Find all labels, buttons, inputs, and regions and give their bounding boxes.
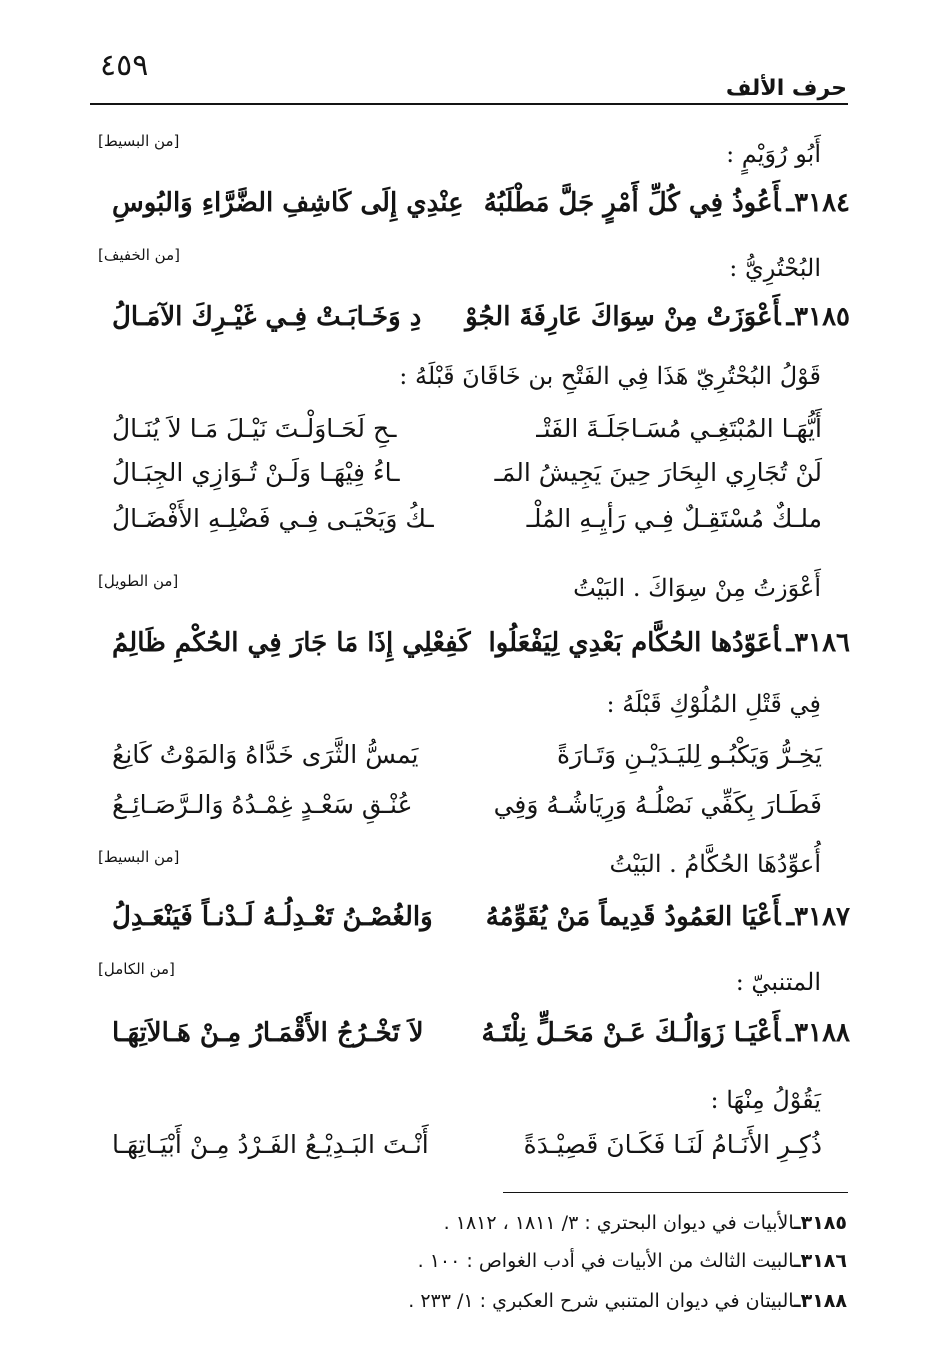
verse-number: ٣١٨٧ـ xyxy=(786,902,850,932)
poet-attribution: البُحْتُرِيُّ : xyxy=(729,254,821,282)
poet-attribution: أَبُو رُوَيْمٍ : xyxy=(726,140,821,168)
footnote xyxy=(444,1212,847,1234)
running-title: حرف الألف xyxy=(725,76,847,101)
context-intro: قَوْلُ البُحْتُرِيّ هَذَا فِي الفَتْحِ بن خَاقَانَ قَبْلَهُ : xyxy=(399,362,821,390)
page-number: ٤٥٩ xyxy=(100,48,149,83)
hemistich-first: ٣١٨٦ـأعَوّدُها الحُكَّام بَعْدِي لِيَفْعَلُوا xyxy=(488,628,850,658)
verse-3184 xyxy=(92,188,850,228)
verse-3186 xyxy=(92,628,850,668)
verse-number: ٣١٨٥ـ xyxy=(786,302,850,332)
footnote xyxy=(418,1250,847,1272)
context-verse: ذُكِـرِ الأَنَـامُ لَنَـا فَكَـانَ قَصِيْـدَةً أَنْـتَ البَـدِيْـعُ الفَـرْدُ مِـنْ أَبْيَـاتِهَـا xyxy=(112,1130,822,1159)
context-verse: أَيُّهَـا المُبْتَغِـي مُسَـاجَلَـةَ الفَتْـ ـحِ لَحَـاوَلْـتَ نَيْـلَ مَـا لاَ يُنَـالُ xyxy=(112,414,822,443)
verse-number: ٣١٨٤ـ xyxy=(786,188,850,218)
hemistich-second: كَفِعْلِي إِذَا مَا جَارَ فِي الحُكْمِ ظَالِمُ xyxy=(112,628,471,658)
meter-label: [من الكامل] xyxy=(98,960,175,978)
context-verse: ملـكٌ مُسْتَقِـلٌ فِـي رَأيِـهِ المُلْـ ـكُ وَيَحْيَـى فِـي فَضْلِـهِ الأَفْضَـالُ xyxy=(112,504,822,533)
verse-3185 xyxy=(92,302,850,342)
context-verse: لَنْ تُجَارِي البِحَارَ حِينَ يَجِيشُ المَـ ـاءُ فِيْهَـا وَلَـنْ تُـوَازِي الجِبَـالُ xyxy=(112,458,822,487)
hemistich-second: دِ وَخَـابَـتْ فِـي غَيْـرِكَ الآمَـالُ xyxy=(112,302,422,332)
footnote-rule xyxy=(503,1192,848,1193)
verse-3188 xyxy=(92,1018,850,1058)
hemistich-second: لاَ تَخْـرُجُ الأَقْمَـارُ مِـنْ هَـالاَتِهَـا xyxy=(112,1018,424,1048)
footnote-text: البيت الثالث من الأبيات في أدب الغواص : ١٠٠ . xyxy=(417,1250,795,1272)
hemistich-first: ٣١٨٧ـأَعْيَا العَمُودُ قَدِيماً مَنْ يُقَوِّمُهُ xyxy=(485,902,850,932)
footnote-number: ٣١٨٨ـ xyxy=(794,1290,847,1312)
context-intro: يَقُوْلُ مِنْهَا : xyxy=(710,1086,821,1114)
meter-label: [من الخفيف] xyxy=(98,246,180,264)
hemistich-second: عِنْدِي إِلَى كَاشِفِ الضَّرَّاءِ وَالبُوسِ xyxy=(112,188,464,218)
context-verse: فَطَـارَ بِكَفِّي نَصْلُـهُ وَرِيَاشُـهُ وَفِي عُنْـقِ سَعْـدٍ غِمْـدُهُ وَالـرَّصَـائِـعُ xyxy=(112,790,822,819)
footnote xyxy=(408,1290,847,1312)
header-rule xyxy=(90,103,848,105)
hemistich-first: ٣١٨٨ـأَعْيَـا زَوَالُـكَ عَـنْ مَحَـلٍّ نِلْتَـهُ xyxy=(481,1018,850,1048)
footnote-number: ٣١٨٦ـ xyxy=(794,1250,847,1272)
context-verse: يَخِـرُّ وَيَكْبُـو لِليَـدَيْـنِ وَتَـارَةً يَمسُّ الثَّرَى خَدَّاهُ وَالمَوْتُ كَانِعُ xyxy=(112,740,822,769)
meter-label: [من الطويل] xyxy=(98,572,179,590)
verse-number: ٣١٨٦ـ xyxy=(786,628,850,658)
footnote-text: الأبيات في ديوان البحتري : ٣/ ١٨١١ ، ١٨١٢ . xyxy=(443,1212,795,1234)
meter-label: [من البسيط] xyxy=(98,132,180,150)
context-outro: أُعوِّدُهَا الحُكَّامُ . البَيْتُ xyxy=(609,850,821,878)
hemistich-first: ٣١٨٤ـأَعُوذُ فِي كُلِّ أَمْرٍ جَلَّ مَطْلَبُهُ xyxy=(483,188,850,218)
meter-label: [من البسيط] xyxy=(98,848,180,866)
verse-number: ٣١٨٨ـ xyxy=(786,1018,850,1048)
context-intro: فِي قَتْلِ المُلُوْكِ قَبْلَهُ : xyxy=(606,690,821,718)
hemistich-second: وَالغُصْـنُ تَعْـدِلُـهُ لَـدْنـاً فَيَنْعَـدِلُ xyxy=(112,902,433,932)
poet-attribution: المتنبيّ : xyxy=(735,968,821,996)
footnote-number: ٣١٨٥ـ xyxy=(794,1212,847,1234)
context-outro: أَعْوَزتُ مِنْ سِوَاكَ . البَيْتُ xyxy=(573,574,821,602)
footnote-text: البيتان في ديوان المتنبي شرح العكبري : ١/ ٢٣٣ . xyxy=(408,1290,795,1312)
verse-3187 xyxy=(92,902,850,942)
hemistich-first: ٣١٨٥ـأَعْوَزَتْ مِنْ سِوَاكَ عَارِفَةَ الجُوْ xyxy=(465,302,850,332)
